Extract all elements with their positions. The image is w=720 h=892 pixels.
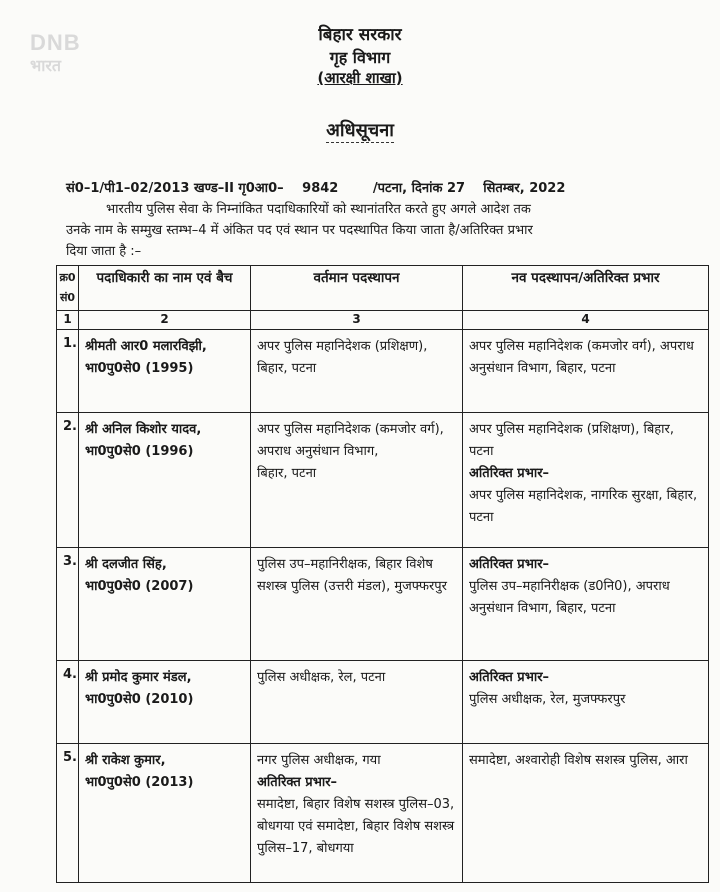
table-row: 3. श्री दलजीत सिंह, भा0पु0से0 (2007) पुलिस उप–महानिरीक्षक, बिहार विशेष सशस्त्र पुलिस (उत्तरी मंडल), मुजफ्फरपुर अतिरिक्त प्रभार– पुलिस उप–महानिरीक्षक (ड0नि0), अपराध अनुसंधान विभाग, बिहार, पटना [57, 548, 709, 661]
additional-charge-label: अतिरिक्त प्रभार– [469, 557, 550, 572]
current-posting: पुलिस उप–महानिरीक्षक, बिहार विशेष सशस्त्र पुलिस (उत्तरी मंडल), मुजफ्फरपुर [251, 548, 463, 661]
officer-name: श्रीमती आर0 मलारविझी, [85, 339, 207, 354]
logo-text: DNB [30, 30, 81, 55]
header-new: नव पदस्थापन/अतिरिक्त प्रभार [463, 266, 709, 311]
additional-charge: पुलिस अधीक्षक, रेल, मुजफ्फरपुर [469, 692, 626, 707]
officer-batch: भा0पु0से0 (1996) [85, 444, 194, 459]
new-posting: अपर पुलिस महानिदेशक (कमजोर वर्ग), अपराध अनुसंधान विभाग, बिहार, पटना [463, 330, 709, 413]
department-title: गृह विभाग [329, 48, 391, 67]
officer-name: श्री दलजीत सिंह, [85, 557, 167, 572]
date-day: 27 [447, 181, 466, 196]
officer-batch: भा0पु0से0 (1995) [85, 361, 194, 376]
table-row: 1. श्रीमती आर0 मलारविझी, भा0पु0से0 (1995) अपर पुलिस महानिदेशक (प्रशिक्षण), बिहार, पटना अपर पुलिस महानिदेशक (कमजोर वर्ग), अपराध अनुसंधान विभाग, बिहार, पटना [57, 330, 709, 413]
officer-name: श्री प्रमोद कुमार मंडल, [85, 670, 192, 685]
table-row: 2. श्री अनिल किशोर यादव, भा0पु0से0 (1996) अपर पुलिस महानिदेशक (कमजोर वर्ग), अपराध अनुसंधान विभाग, बिहार, पटना अपर पुलिस महानिदेशक (प्रशिक्षण), बिहार, पटना अतिरिक्त प्रभार– अपर पुलिस महानिदेशक, नागरिक सुरक्षा, बिहार, पटना [57, 413, 709, 548]
additional-charge-label: अतिरिक्त प्रभार– [257, 775, 338, 790]
additional-charge-label: अतिरिक्त प्रभार– [469, 466, 550, 481]
memo-number: 9842 [302, 181, 339, 196]
additional-charge-label: अतिरिक्त प्रभार– [469, 670, 550, 685]
place-date: /पटना, दिनांक [372, 181, 443, 196]
current-posting: अपर पुलिस महानिदेशक (प्रशिक्षण), बिहार, पटना [251, 330, 463, 413]
table-row: 4. श्री प्रमोद कुमार मंडल, भा0पु0से0 (2010) पुलिस अधीक्षक, रेल, पटना अतिरिक्त प्रभार– पुलिस अधीक्षक, रेल, मुजफ्फरपुर [57, 661, 709, 744]
logo-subtext: भारत [30, 58, 62, 75]
reference-number: सं0–1/पी1–02/2013 खण्ड–II गृ0आ0– [66, 181, 284, 196]
officer-batch: भा0पु0से0 (2007) [85, 579, 194, 594]
current-posting-place: बिहार, पटना [257, 466, 317, 481]
table-row: 5. श्री राकेश कुमार, भा0पु0से0 (2013) नगर पुलिस अधीक्षक, गया अतिरिक्त प्रभार– समादेष्टा, बिहार विशेष सशस्त्र पुलिस–03, बोधगया एवं समादेष्टा, बिहार विशेष सशस्त्र पुलिस–17, बोधगया समादेष्टा, अश्वारोही विशेष सशस्त्र पुलिस, आरा [57, 744, 709, 883]
table-header-row [57, 266, 709, 311]
current-posting: नगर पुलिस अधीक्षक, गया [257, 753, 381, 768]
additional-charge: अपर पुलिस महानिदेशक, नागरिक सुरक्षा, बिहार, पटना [469, 488, 698, 525]
officer-name: श्री राकेश कुमार, [85, 753, 166, 768]
current-posting: पुलिस अधीक्षक, रेल, पटना [251, 661, 463, 744]
intro-paragraph: भारतीय पुलिस सेवा के निम्नांकित पदाधिकारियों को स्थानांतरित करते हुए अगले आदेश तक उनके नाम के सम्मुख स्तम्भ–4 में अंकित पद एवं स्थान पर पदस्थापित किया जाता है/अतिरिक्त प्रभार दिया जाता है :– [66, 202, 533, 259]
column-number-row: 1 2 3 4 [57, 311, 709, 330]
header-current: वर्तमान पदस्थापन [251, 266, 463, 311]
new-posting: समादेष्टा, अश्वारोही विशेष सशस्त्र पुलिस, आरा [463, 744, 709, 883]
new-posting: अपर पुलिस महानिदेशक (प्रशिक्षण), बिहार, पटना [469, 422, 674, 459]
additional-charge: समादेष्टा, बिहार विशेष सशस्त्र पुलिस–03, बोधगया एवं समादेष्टा, बिहार विशेष सशस्त्र पुलिस–17, बोधगया [257, 797, 455, 856]
govt-title: बिहार सरकार [318, 25, 402, 45]
date-month-year: सितम्बर, 2022 [483, 181, 566, 196]
current-posting: अपर पुलिस महानिदेशक (कमजोर वर्ग), अपराध अनुसंधान विभाग, [257, 422, 444, 459]
officer-batch: भा0पु0से0 (2010) [85, 692, 194, 707]
branch-title: (आरक्षी शाखा) [317, 69, 403, 87]
header-sn: क्र0 सं0 [57, 266, 79, 311]
reference-line [66, 178, 686, 196]
header-name: पदाधिकारी का नाम एवं बैच [79, 266, 251, 311]
officer-batch: भा0पु0से0 (2013) [85, 775, 194, 790]
additional-charge: पुलिस उप–महानिरीक्षक (ड0नि0), अपराध अनुसंधान विभाग, बिहार, पटना [469, 579, 670, 616]
transfer-table [56, 265, 709, 883]
officer-name: श्री अनिल किशोर यादव, [85, 422, 202, 437]
notification-heading: अधिसूचना [326, 120, 394, 141]
